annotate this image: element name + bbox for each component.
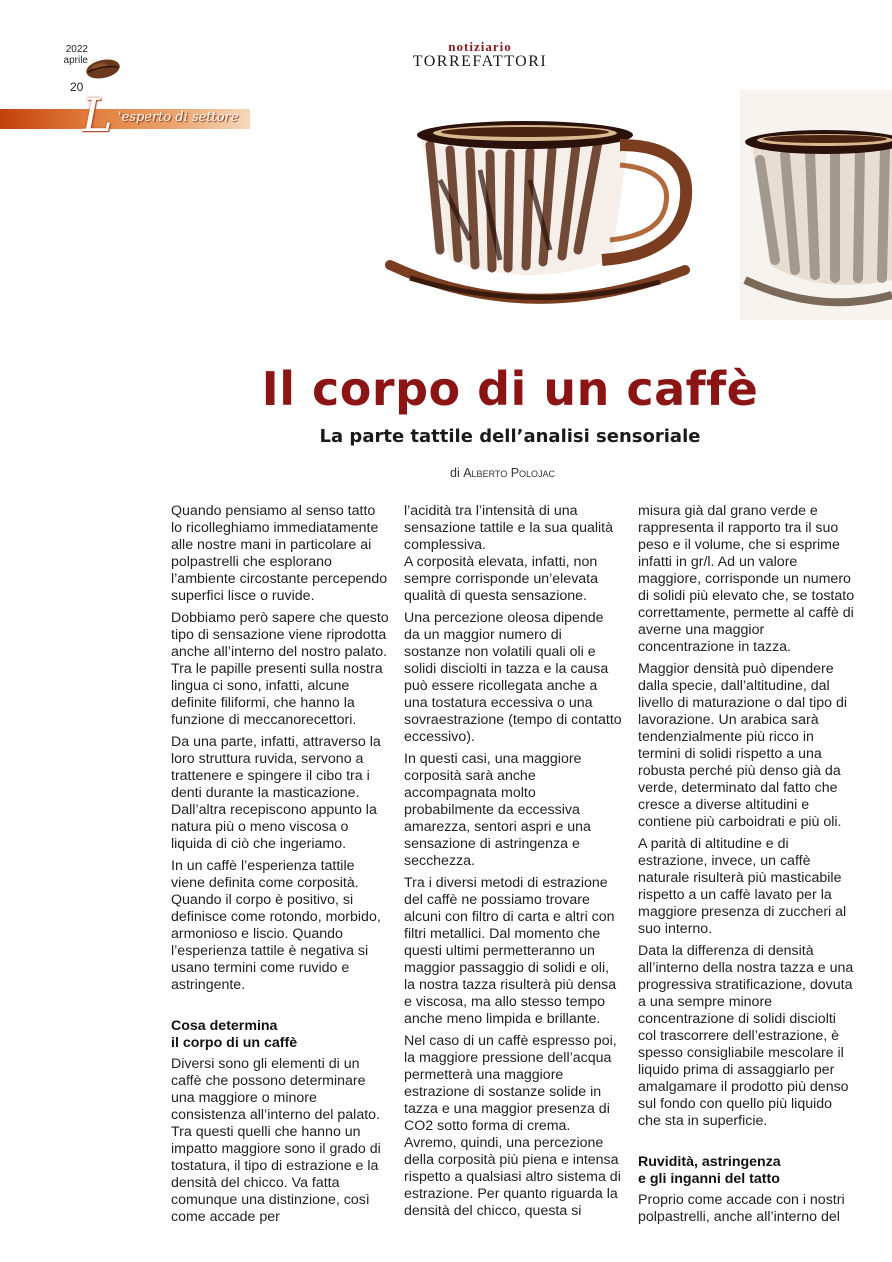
section-spacer bbox=[171, 999, 389, 1018]
paragraph: A corposità elevata, infatti, non sempre corrisponde un’elevata qualità di questa sensazione. bbox=[404, 554, 599, 604]
paragraph: Quando pensiamo al senso tatto lo ricolleghiamo immediatamente alle nostre mani in particolare ai polpastrelli che esplorano l’ambiente circostante percependo superfici lisce o ruvide. bbox=[171, 503, 388, 604]
paragraph: In questi casi, una maggiore corposità sarà anche accompagnata molto probabilmente da eccessiva amarezza, sentori aspri e una sensazione di astringenza e secchezza. bbox=[404, 751, 591, 869]
article-title: Il corpo di un caffè bbox=[261, 362, 759, 416]
heading-line: Ruvidità, astringenza bbox=[638, 1154, 781, 1170]
masthead-bottom: TORREFATTORI bbox=[412, 53, 548, 70]
article-subtitle: La parte tattile dell’analisi sensoriale bbox=[319, 426, 701, 447]
masthead bbox=[380, 40, 580, 70]
paragraph: Una percezione oleosa dipende da un maggior numero di sostanze non volatili quali oli e solidi disciolti in tazza e la causa può essere ricollegata anche a una tostatura eccessiva o una sovraestrazione (tempo di contatto eccessivo). bbox=[404, 610, 622, 745]
paragraph: Tra i diversi metodi di estrazione del caffè ne possiamo trovare alcuni con filtro di carta e altri con filtri metallici. Dal momento che questi ultimi permetteranno un maggior passaggio di solidi e oli, la nostra tazza risulterà più densa e viscosa, ma allo stesso tempo anche meno limpida e brillante. bbox=[404, 875, 617, 1027]
paragraph: A parità di altitudine e di estrazione, invece, un caffè naturale risulterà più masticabile rispetto a un caffè lavato per la maggiore presenza di zuccheri al suo interno. bbox=[638, 836, 847, 937]
column-1 bbox=[171, 503, 389, 1231]
paragraph: Nel caso di un caffè espresso poi, la maggiore pressione dell’acqua permetterà una maggiore estrazione di sostanze solide in tazza e una maggior presenza di CO2 sotto forma di crema. Avremo, quindi, una percezione della corposità più piena e intensa rispetto a qualsiasi altro sistema di estrazione. Per quanto riguarda la densità del chicco, questa si bbox=[404, 1033, 621, 1219]
paragraph: Dobbiamo però sapere che questo tipo di sensazione viene riprodotta anche all’interno del nostro palato. Tra le papille presenti sulla nostra lingua ci sono, infatti, alcune definite filiformi, che hanno la funzione di meccanorecettori. bbox=[171, 610, 389, 728]
paragraph: In un caffè l’esperienza tattile viene definita come corposità. Quando il corpo è positivo, si definisce come rotondo, morbido, armonioso e liscio. Quando l’esperienza tattile è negativa si usano termini come ruvido e astringente. bbox=[171, 858, 381, 993]
column-2 bbox=[404, 503, 622, 1225]
paragraph: Proprio come accade con i nostri polpastrelli, anche all’interno del bbox=[638, 1192, 845, 1225]
paragraph: Diversi sono gli elementi di un caffè che possono determinare una maggiore o minore consistenza all’interno del palato. Tra questi quelli che hanno un impatto maggiore sono il grado di tostatura, il tipo di estrazione e la densità del chicco. Va fatta comunque una distinzione, così come accade per bbox=[171, 1056, 381, 1225]
heading-line: il corpo di un caffè bbox=[171, 1035, 298, 1051]
byline-prefix: di bbox=[450, 466, 460, 480]
column-3 bbox=[638, 503, 856, 1231]
paragraph: Data la differenza di densità all’interno della nostra tazza e una progressiva stratificazione, dovuta a una sempre minore concentrazione di solidi disciolti col trascorrere dell’estrazione, è spesso consigliabile mescolare il liquido prima di assaggiarlo per amalgamare il prodotto più denso sul fondo con quello più liquido che sta in superficie. bbox=[638, 943, 854, 1129]
issue-month: aprile bbox=[63, 55, 88, 66]
byline bbox=[450, 466, 555, 480]
section-initial: L bbox=[82, 88, 113, 142]
page-number: 20 bbox=[70, 80, 84, 94]
heading-line: e gli inganni del tatto bbox=[638, 1171, 780, 1187]
paragraph: Maggior densità può dipendere dalla specie, dall’altitudine, dal livello di maturazione o dal tipo di lavorazione. Un arabica sarà tendenzialmente più ricco in termini di solidi rispetto a una robusta perché più denso già da verde, determinato dal fatto che cresce a diverse altitudini e contiene più carboidrati e più oli. bbox=[638, 661, 847, 830]
coffee-bean-icon bbox=[84, 58, 122, 80]
issue-year: 2022 bbox=[65, 44, 88, 55]
author-name: Alberto Polojac bbox=[463, 466, 556, 480]
paragraph: misura già dal grano verde e rappresenta il rapporto tra il suo peso e il volume, che si esprime infatti in gr/l. Ad un valore maggiore, corrisponde un numero di solidi più elevato che, se tostato correttamente, permette al caffè di averne una maggior concentrazione in tazza. bbox=[638, 503, 855, 655]
section-label: 'esperto di settore bbox=[118, 110, 239, 125]
paragraph: Da una parte, infatti, attraverso la loro struttura ruvida, servono a trattenere e spingere il cibo tra i denti durante la masticazione. Dall’altra recepiscono appunto la natura più o meno viscosa o liquida di ciò che ingeriamo. bbox=[171, 734, 381, 852]
masthead-top: notiziario bbox=[448, 39, 512, 54]
heading-line: Cosa determina bbox=[171, 1018, 278, 1034]
coffee-cup-illustration bbox=[380, 90, 892, 320]
paragraph: l’acidità tra l’intensità di una sensazione tattile e la sua qualità complessiva. bbox=[404, 503, 614, 553]
section-heading bbox=[171, 1018, 389, 1052]
section-heading bbox=[638, 1154, 856, 1188]
section-spacer bbox=[638, 1135, 856, 1154]
